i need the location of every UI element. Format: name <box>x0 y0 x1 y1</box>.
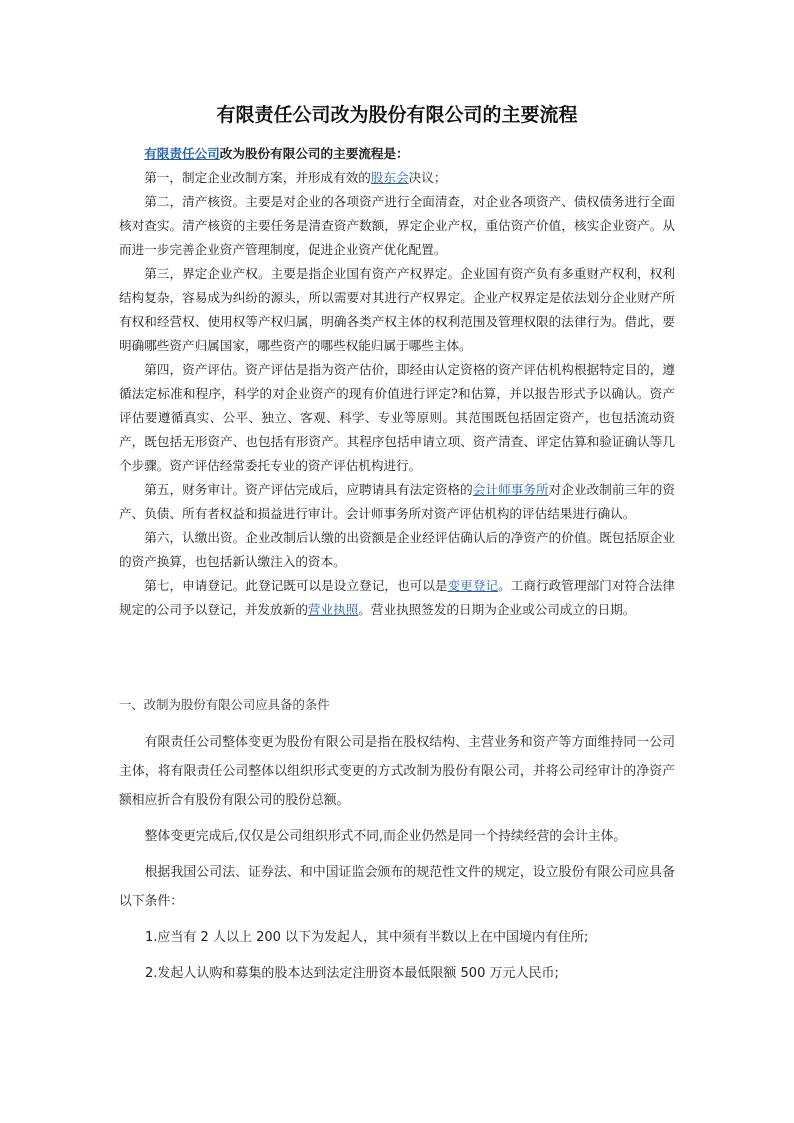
step-5-paragraph <box>119 478 675 526</box>
section-gap <box>119 622 675 693</box>
step-5-text-post: 对企业改制前三年的资产、负债、所有者权益和损益进行审计。会计师事务所对资产评估机构的评估结果进行确认。 <box>119 482 676 521</box>
step-1-paragraph <box>119 166 675 190</box>
intro-paragraph <box>119 142 675 166</box>
step-1-text-post: 决议； <box>408 170 447 185</box>
step-3-paragraph: 第三，界定企业产权。主要是指企业国有资产产权界定。企业国有资产负有多重财产权利，权利结构复杂，容易成为纠纷的源头，所以需要对其进行产权界定。企业产权界定是依法划分企业财产所有权和经营权、使用权等产权归属，明确各类产权主体的权利范围及管理权限的法律行为。借此，要明确哪些资产归属国家，哪些资产的哪些权能归属于哪些主体。 <box>119 266 675 353</box>
section-paragraph-1: 有限责任公司整体变更为股份有限公司是指在股权结构、主营业务和资产等方面维持同一公司主体，将有限责任公司整体以组织形式变更的方式改制为股份有限公司，并将公司经审计的净资产额相应折合有股份有限公司的股份总额。 <box>119 735 675 808</box>
limited-company-link[interactable]: 有限责任公司 <box>144 146 220 161</box>
step-7-text-post: 。营业执照签发的日期为企业或公司成立的日期。 <box>358 602 636 617</box>
step-7-text-pre: 第七，申请登记。此登记既可以是设立登记，也可以是 <box>144 578 448 593</box>
condition-item-1: 1.应当有 2 人以上 200 以下为发起人，其中须有半数以上在中国境内有住所; <box>145 930 589 945</box>
step-4-paragraph: 第四，资产评估。资产评估是指为资产估价，即经由认定资格的资产评估机构根据特定目的，遵循法定标准和程序，科学的对企业资产的现有价值进行评定?和估算，并以报告形式予以确认。资产评估要遵循真实、公平、独立、客观、科学、专业等原则。其范围既包括固定资产，也包括流动资产，既包括无形资产、也包括有形资产。其程序包括申请立项、资产清查、评定估算和验证确认等几个步骤。资产评估经常委托专业的资产评估机构进行。 <box>119 362 675 473</box>
step-5-text-pre: 第五，财务审计。资产评估完成后，应聘请具有法定资格的 <box>144 482 473 497</box>
step-2-paragraph: 第二，清产核资。主要是对企业的各项资产进行全面清查，对企业各项资产、债权债务进行全面核对查实。清产核资的主要任务是清查资产数额，界定企业产权，重估资产价值，核实企业资产。从而进一步完善企业资产管理制度，促进企业资产优化配置。 <box>119 194 675 257</box>
step-7-text-mid: 。工商行政管理部门对符合法律规定的公司予以登记，并发放新的 <box>119 578 676 617</box>
step-1-text-pre: 第一，制定企业改制方案，并形成有效的 <box>144 170 371 185</box>
page-title: 有限责任公司改为股份有限公司的主要流程 <box>216 104 578 126</box>
document-page <box>119 100 675 995</box>
accounting-firm-link[interactable]: 会计师事务所 <box>472 482 549 497</box>
condition-item-2: 2.发起人认购和募集的股本达到法定注册资本最低限额 500 万元人民币; <box>145 966 559 981</box>
intro-text: 改为股份有限公司的主要流程是： <box>219 146 409 161</box>
change-registration-link[interactable]: 变更登记 <box>447 578 499 593</box>
business-license-link[interactable]: 营业执照 <box>307 602 359 617</box>
step-7-paragraph <box>119 574 675 622</box>
step-6-paragraph: 第六，认缴出资。企业改制后认缴的出资额是企业经评估确认后的净资产的价值。既包括原企业的资产换算，也包括新认缴注入的资本。 <box>119 530 675 569</box>
shareholders-meeting-link[interactable]: 股东会 <box>370 170 409 185</box>
section-paragraph-3: 根据我国公司法、证券法、和中国证监会颁布的规范性文件的规定，设立股份有限公司应具备以下条件： <box>119 865 675 909</box>
section-paragraph-2: 整体变更完成后,仅仅是公司组织形式不同,而企业仍然是同一个持续经营的会计主体。 <box>144 829 627 844</box>
section-heading: 一、改制为股份有限公司应具备的条件 <box>119 697 330 712</box>
